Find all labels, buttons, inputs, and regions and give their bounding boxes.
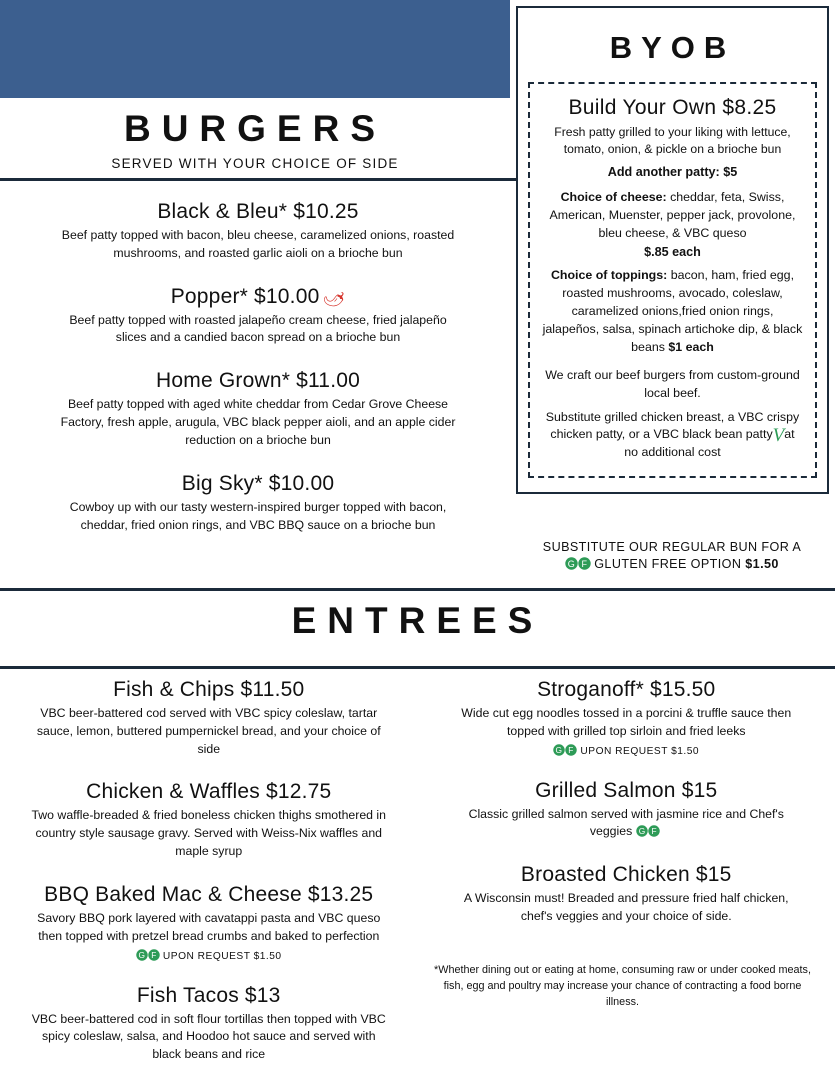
- byob-add-patty: Add another patty: $5: [542, 165, 803, 179]
- menu-item: [10, 369, 506, 449]
- menu-item: [22, 883, 396, 962]
- menu-item: [440, 863, 814, 926]
- byob-title: BYOB: [528, 30, 817, 66]
- menu-item-badge: [22, 949, 396, 962]
- byob-inner-box: [528, 82, 817, 478]
- divider-burgers: [0, 178, 516, 181]
- menu-item: [440, 678, 814, 757]
- byob-toppings-price: $1 each: [668, 340, 713, 354]
- menu-item-description: [449, 806, 804, 842]
- byob-note-substitute-text: Substitute grilled chicken breast, a VBC crispy chicken patty, or a VBC black bean patty: [546, 410, 799, 442]
- menu-item-name: Chicken & Waffles $12.75: [22, 780, 396, 804]
- menu-item-name: BBQ Baked Mac & Cheese $13.25: [22, 883, 396, 907]
- gluten-free-icon: [553, 744, 577, 756]
- menu-item-description: Wide cut egg noodles tossed in a porcini & truffle sauce then topped with grilled top sirloin and fried leeks: [449, 705, 804, 741]
- byob-cheese-label: Choice of cheese:: [561, 190, 667, 204]
- byob-cheese-list: cheddar, feta, Swiss, American, Muenster, pepper jack, provolone, bleu cheese, & VBC queso: [550, 190, 796, 240]
- burgers-title: BURGERS: [0, 108, 510, 150]
- vegetarian-icon: V: [773, 425, 785, 446]
- menu-item-description: Two waffle-breaded & fried boneless chicken thighs smothered in country style sausage gravy. Served with Weiss-Nix waffles and maple syrup: [31, 807, 386, 860]
- entrees-columns: [0, 678, 835, 1086]
- menu-item-badge: [440, 744, 814, 757]
- svg-text:G: G: [568, 559, 575, 569]
- menu-item-name: Fish Tacos $13: [22, 984, 396, 1008]
- byob-item-title: Build Your Own $8.25: [542, 96, 803, 120]
- menu-item-description: Cowboy up with our tasty western-inspired burger topped with bacon, cheddar, fried onion rings, and VBC BBQ sauce on a brioche bun: [58, 499, 458, 535]
- gluten-free-price: $1.50: [745, 557, 779, 571]
- menu-item: [440, 779, 814, 842]
- entrees-left-column: [0, 678, 418, 1086]
- entrees-title: ENTREES: [0, 600, 835, 642]
- burgers-subtitle: SERVED WITH YOUR CHOICE OF SIDE: [0, 156, 510, 171]
- byob-item-description: Fresh patty grilled to your liking with lettuce, tomato, onion, & pickle on a brioche bun: [542, 124, 803, 159]
- menu-item-description-text: Classic grilled salmon served with jasmine rice and Chef's veggies: [469, 807, 784, 839]
- menu-item: [22, 780, 396, 860]
- gluten-free-line1: SUBSTITUTE OUR REGULAR BUN FOR A: [522, 540, 822, 554]
- menu-item-name: Grilled Salmon $15: [440, 779, 814, 803]
- svg-text:F: F: [651, 827, 656, 837]
- menu-item: [22, 678, 396, 758]
- svg-text:F: F: [569, 745, 575, 755]
- menu-item-name: Black & Bleu* $10.25: [10, 200, 506, 224]
- menu-item-description: A Wisconsin must! Breaded and pressure fried half chicken, chef's veggies and your choice of side.: [449, 890, 804, 926]
- menu-item-name: Broasted Chicken $15: [440, 863, 814, 887]
- byob-note-substitute-tail: at no additional cost: [624, 427, 794, 459]
- menu-item-description: VBC beer-battered cod served with VBC spicy coleslaw, tartar sauce, lemon, buttered pumpernickel bread, and your choice of side: [31, 705, 386, 758]
- menu-item: [10, 285, 506, 348]
- burgers-header: [0, 108, 510, 171]
- menu-item-name: Big Sky* $10.00: [10, 472, 506, 496]
- svg-text:G: G: [556, 745, 563, 755]
- gluten-free-line2: GLUTEN FREE OPTION: [594, 557, 745, 571]
- entrees-header: [0, 600, 835, 642]
- svg-text:F: F: [582, 559, 588, 569]
- menu-item-badge-text: UPON REQUEST $1.50: [580, 746, 699, 757]
- byob-note-craft: We craft our beef burgers from custom-ground local beef.: [542, 367, 803, 403]
- entrees-right-column: [418, 678, 835, 1086]
- menu-item-description: Beef patty topped with bacon, bleu cheese, caramelized onions, roasted mushrooms, and roasted garlic aioli on a brioche bun: [58, 227, 458, 263]
- byob-toppings-block: [542, 267, 803, 357]
- menu-item-badge-text: UPON REQUEST $1.50: [163, 951, 282, 962]
- byob-cheese-block: [542, 189, 803, 243]
- gluten-free-icon: [136, 949, 160, 961]
- menu-item: [10, 472, 506, 535]
- menu-item: [10, 200, 506, 263]
- byob-panel: [516, 6, 829, 494]
- byob-toppings-list: bacon, ham, fried egg, roasted mushrooms, avocado, coleslaw, caramelized onions,fried onion rings, jalapeños, salsa, spinach artichoke dip, & black beans: [543, 268, 803, 354]
- menu-item-description: Beef patty topped with roasted jalapeño cream cheese, fried jalapeño slices and a candied bacon spread on a brioche bun: [58, 312, 458, 348]
- byob-toppings-label: Choice of toppings:: [551, 268, 667, 282]
- gluten-free-icon: [565, 557, 591, 570]
- menu-item-name: [10, 285, 506, 309]
- svg-text:F: F: [151, 950, 157, 960]
- spicy-pepper-icon: 🌶: [321, 285, 349, 312]
- divider-entrees-top: [0, 588, 835, 591]
- header-blue-band: [0, 0, 510, 98]
- svg-text:G: G: [138, 950, 145, 960]
- byob-cheese-price: $.85 each: [542, 245, 803, 259]
- byob-note-substitute: [542, 409, 803, 463]
- menu-item-description: Savory BBQ pork layered with cavatappi pasta and VBC queso then topped with pretzel bread crumbs and baked to perfection: [31, 910, 386, 946]
- menu-item-name: Fish & Chips $11.50: [22, 678, 396, 702]
- burgers-list: [10, 200, 506, 556]
- menu-item-description: Beef patty topped with aged white cheddar from Cedar Grove Cheese Factory, fresh apple, arugula, VBC black pepper aioli, and an apple cider reduction on a brioche bun: [58, 396, 458, 449]
- menu-item-name-text: Popper* $10.00: [171, 285, 320, 308]
- divider-entrees-bottom: [0, 666, 835, 669]
- svg-text:G: G: [638, 827, 644, 837]
- menu-item-name: Home Grown* $11.00: [10, 369, 506, 393]
- gluten-free-note: [522, 540, 822, 571]
- menu-item-description: VBC beer-battered cod in soft flour tortillas then topped with VBC spicy coleslaw, salsa, and Hoodoo hot sauce and served with black beans and rice: [31, 1011, 386, 1064]
- menu-item-name: Stroganoff* $15.50: [440, 678, 814, 702]
- gluten-free-icon: [636, 825, 660, 837]
- footnote: *Whether dining out or eating at home, consuming raw or under cooked meats, fish, egg and poultry may increase your chance of contracting a food borne illness.: [430, 962, 815, 1011]
